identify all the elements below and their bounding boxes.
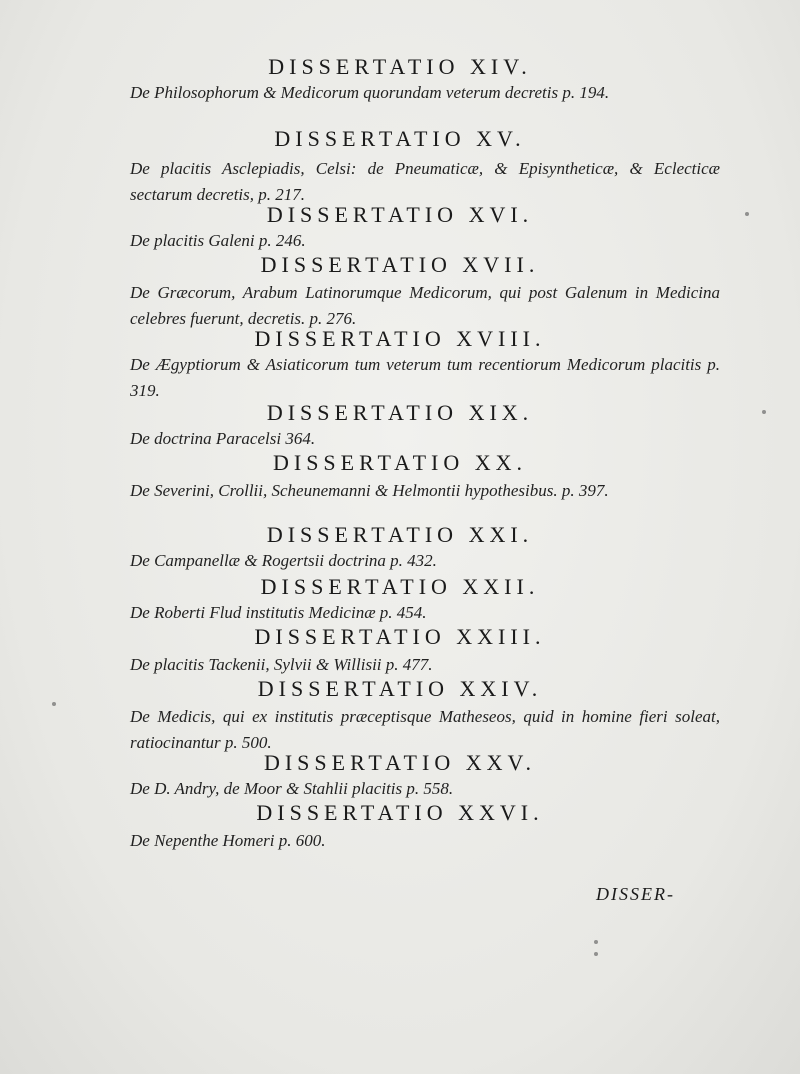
ink-speck — [762, 410, 766, 414]
dissertation-heading: DISSERTATIO XVI. — [266, 202, 534, 227]
dissertation-heading: DISSERTATIO XXVI. — [256, 800, 544, 825]
ink-speck — [594, 940, 598, 944]
dissertation-entry: De Campanellæ & Rogertsii doctrina p. 432. — [130, 551, 437, 570]
dissertation-entry: De placitis Tackenii, Sylvii & Willisii p. 477. — [130, 655, 433, 674]
dissertation-heading: DISSERTATIO XVII. — [260, 252, 540, 277]
dissertation-entry: De Roberti Flud institutis Medicinæ p. 454. — [130, 603, 427, 622]
dissertation-heading: DISSERTATIO XV. — [274, 126, 526, 151]
dissertation-entry: De Græcorum, Arabum Latinorumque Medicorum, qui post Galenum in Medicina celebres fuerunt, decretis. p. 276. — [130, 283, 720, 328]
dissertation-entry: De Medicis, qui ex institutis præceptisque Matheseos, quid in homine fieri soleat, ratiocinantur p. 500. — [130, 707, 720, 752]
dissertation-entry: De placitis Asclepiadis, Celsi: de Pneumaticæ, & Episyntheticæ, & Eclecticæ sectarum decretis, p. 217. — [130, 159, 720, 204]
dissertation-entry: De D. Andry, de Moor & Stahlii placitis p. 558. — [130, 779, 454, 798]
dissertation-heading: DISSERTATIO XXV. — [263, 750, 537, 775]
dissertation-heading: DISSERTATIO XXI. — [266, 522, 534, 547]
dissertation-entry: De doctrina Paracelsi 364. — [130, 429, 316, 448]
dissertation-heading: DISSERTATIO XIX. — [266, 400, 534, 425]
dissertation-heading: DISSERTATIO XVIII. — [254, 326, 546, 351]
ink-speck — [745, 212, 749, 216]
dissertation-heading: DISSERTATIO XXIV. — [257, 676, 543, 701]
dissertation-entry: De placitis Galeni p. 246. — [130, 231, 306, 250]
dissertation-entry: De Ægyptiorum & Asiaticorum tum veterum tum recentiorum Medicorum placitis p. 319. — [130, 355, 720, 400]
catchword: DISSER- — [596, 884, 675, 904]
dissertation-entry: De Nepenthe Homeri p. 600. — [130, 831, 326, 850]
dissertation-entry: De Philosophorum & Medicorum quorundam veterum decretis p. 194. — [130, 83, 610, 102]
dissertation-heading: DISSERTATIO XXIII. — [254, 624, 546, 649]
dissertation-heading: DISSERTATIO XIV. — [268, 54, 532, 79]
dissertation-entry: De Severini, Crollii, Scheunemanni & Helmontii hypothesibus. p. 397. — [130, 481, 609, 500]
dissertation-heading: DISSERTATIO XX. — [272, 450, 528, 475]
dissertation-heading: DISSERTATIO XXII. — [260, 574, 540, 599]
ink-speck — [52, 702, 56, 706]
ink-speck — [594, 952, 598, 956]
